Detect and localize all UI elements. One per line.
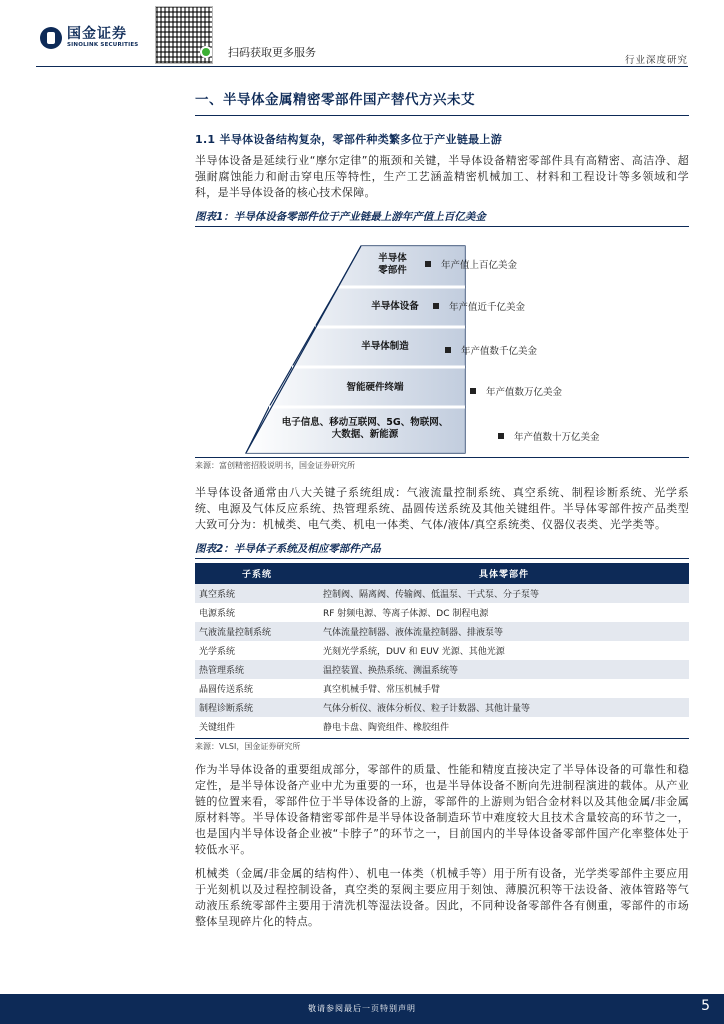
industry-chain-pyramid xyxy=(195,227,689,455)
scan-prompt: 扫码获取更多服务 xyxy=(228,46,316,59)
pyramid-label-4: 智能硬件终端 xyxy=(346,382,404,393)
paragraph-categories: 机械类（金属/非金属的结构件）、机电一体类（机械手等）用于所有设备，光学类零部件主要应用于光刻机以及过程控制设备，真空类的泵阀主要应用于刻蚀、薄膜沉积等干法设备、液体管路等气动液压系统零部件主要用于清洗机等湿法设备。因此，不同种设备零部件各有侧重，零部件的市场整体呈现碎片化的特点。 xyxy=(195,867,689,928)
table-cell-parts: 控制阀、隔离阀、传输阀、低温泵、干式泵、分子泵等 xyxy=(319,584,689,603)
table-row xyxy=(195,584,689,603)
table-header-subsystem: 子系统 xyxy=(195,563,319,584)
table-cell-parts: 气体分析仪、液体分析仪、粒子计数器、其他计量等 xyxy=(319,698,689,717)
table-cell-subsystem: 关键组件 xyxy=(199,723,236,733)
pyramid-note-1: 年产值上百亿美金 xyxy=(425,257,517,271)
subsection-heading: 1.1 半导体设备结构复杂，零部件种类繁多位于产业链最上游 xyxy=(195,133,503,146)
table-cell-subsystem: 电源系统 xyxy=(199,609,236,619)
logo-en-text: SINOLINK SECURITIES xyxy=(67,42,139,48)
pyramid-note-3: 年产值数千亿美金 xyxy=(445,343,537,357)
bullet-square-icon xyxy=(425,261,431,267)
main-content xyxy=(195,88,689,930)
logo-cn-text: 国金证券 xyxy=(67,26,127,42)
table-cell-parts: 光刻光学系统，DUV 和 EUV 光源、其他光源 xyxy=(323,647,505,657)
wechat-badge-icon xyxy=(200,46,212,58)
table-row xyxy=(195,698,689,717)
figure-1-title: 图表1：半导体设备零部件位于产业链最上游年产值上百亿美金 xyxy=(195,209,689,227)
table-row xyxy=(195,717,689,736)
pyramid-label-5: 电子信息、移动互联网、5G、物联网、 大数据、新能源 xyxy=(281,417,449,440)
pyramid-label-2: 半导体设备 xyxy=(371,301,419,312)
figure-1-source: 来源：富创精密招股说明书，国金证券研究所 xyxy=(195,457,689,471)
pyramid-label-1: 半导体 零部件 xyxy=(378,253,407,276)
table-row xyxy=(195,622,689,641)
table-header-row xyxy=(195,563,689,584)
page-header xyxy=(0,0,724,68)
table-row xyxy=(195,641,689,660)
section-divider xyxy=(195,115,689,116)
table-cell-parts: 温控装置、换热系统、测温系统等 xyxy=(319,660,689,679)
table-cell-subsystem: 制程诊断系统 xyxy=(195,698,319,717)
table-cell-subsystem: 真空系统 xyxy=(195,584,319,603)
bullet-square-icon xyxy=(433,303,439,309)
figure-2 xyxy=(195,541,689,752)
bullet-square-icon xyxy=(470,388,476,394)
table-row xyxy=(195,679,689,698)
table-cell-subsystem: 热管理系统 xyxy=(195,660,319,679)
table-cell-parts: 真空机械手臂、常压机械手臂 xyxy=(323,685,441,695)
figure-2-title: 图表2：半导体子系统及相应零部件产品 xyxy=(195,541,689,559)
table-header-parts: 具体零部件 xyxy=(319,563,689,584)
pyramid-label-3: 半导体制造 xyxy=(361,341,409,352)
paragraph-subsystems: 半导体设备通常由八大关键子系统组成：气液流量控制系统、真空系统、制程诊断系统、光学系统、电源及气体反应系统、热管理系统、晶圆传送系统及其他关键组件。半导体零部件按产品类型大致可分为：机械类、电气类、机电一体类、气体/液体/真空系统类、仪器仪表类、光学类等。 xyxy=(195,486,689,531)
report-type: 行业深度研究 xyxy=(624,55,688,66)
paragraph-importance: 作为半导体设备的重要组成部分，零部件的质量、性能和精度直接决定了半导体设备的可靠性和稳定性，是半导体设备产业中尤为重要的一环，也是半导体设备不断向先进制程演进的载体。从产业链的位置来看，零部件位于半导体设备的上游，零部件的上游则为铝合金材料以及其他金属/非金属原材料等。半导体设备精密零部件是半导体设备制造环节中难度较大且技术含量较高的环节之一，也是国内半导体设备企业被“卡脖子”的环节之一，目前国内的半导体设备零部件国产化率整体处于较低水平。 xyxy=(195,763,689,856)
figure-1 xyxy=(195,209,689,471)
paragraph-intro: 半导体设备是延续行业“摩尔定律”的瓶颈和关键，半导体设备精密零部件具有高精密、高洁净、超强耐腐蚀能力和耐击穿电压等特性，生产工艺涵盖精密机械加工、材料和工程设计等多领域和学科，是半导体设备的核心技术保障。 xyxy=(195,154,689,199)
company-logo xyxy=(40,26,138,49)
table-cell-parts: 静电卡盘、陶瓷组件、橡胶组件 xyxy=(323,723,450,733)
section-heading: 一、半导体金属精密零部件国产替代方兴未艾 xyxy=(195,92,475,108)
bullet-square-icon xyxy=(445,347,451,353)
header-divider xyxy=(36,66,688,67)
page-number: 5 xyxy=(701,998,710,1014)
bullet-square-icon xyxy=(498,433,504,439)
table-row xyxy=(195,660,689,679)
table-cell-subsystem: 晶圆传送系统 xyxy=(199,685,254,695)
table-row xyxy=(195,603,689,622)
table-cell-subsystem: 气液流量控制系统 xyxy=(195,622,319,641)
table-cell-parts: RF 射频电源、等离子体源、DC 制程电源 xyxy=(323,609,489,619)
subsystem-parts-table xyxy=(195,563,689,736)
pyramid-note-2: 年产值近千亿美金 xyxy=(433,299,525,313)
logo-mark-icon xyxy=(40,27,62,49)
table-cell-parts: 气体流量控制器、液体流量控制器、排液泵等 xyxy=(319,622,689,641)
figure-2-source: 来源：VLSI，国金证券研究所 xyxy=(195,738,689,752)
pyramid-note-4: 年产值数万亿美金 xyxy=(470,384,562,398)
pyramid-note-5: 年产值数十万亿美金 xyxy=(498,429,600,443)
footer-disclaimer: 敬请参阅最后一页特别声明 xyxy=(308,1004,416,1013)
table-cell-subsystem: 光学系统 xyxy=(199,647,236,657)
